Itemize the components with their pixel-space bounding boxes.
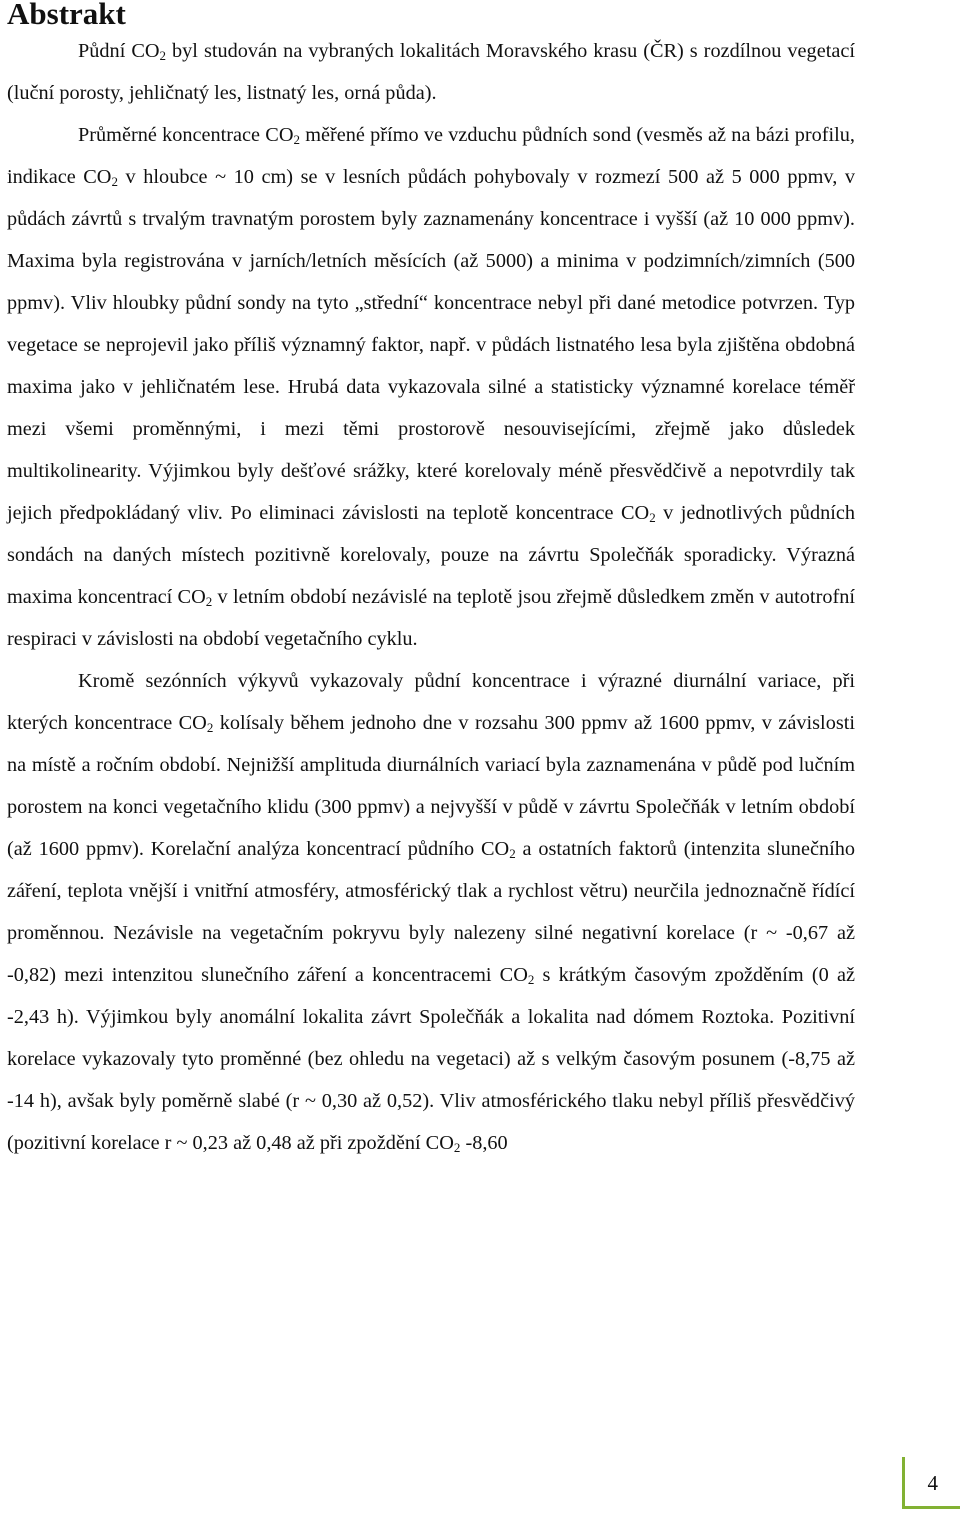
subscript: 2: [205, 594, 213, 609]
subscript: 2: [509, 846, 516, 861]
page-number: 4: [927, 1471, 938, 1495]
text-run: byl studován na vybraných lokalitách Moravského krasu (ČR) s rozdílnou vegetací (luční porosty, jehličnatý les, listnatý les, orná půda).: [7, 40, 855, 104]
subscript: 2: [453, 1140, 461, 1155]
paragraph-3: [7, 660, 855, 1164]
subscript: 2: [293, 132, 300, 147]
text-run: -8,60: [460, 1132, 508, 1154]
subscript: 2: [206, 720, 214, 735]
text-run: a ostatních faktorů (intenzita slunečního záření, teplota vnější i vnitřní atmosféry, atmosférický tlak a rychlost větru) neurčila jednoznačně řídící proměnnou. Nezávisle na vegetačním pokryvu byly nalezeny silné negativní korelace (r ~ -0,67 až -0,82) mezi intenzitou slunečního záření a koncentracemi CO: [7, 838, 856, 986]
text-run: Průměrné koncentrace CO: [78, 124, 294, 146]
text-run: měřené přímo ve vzduchu půdních sond (vesměs až na bázi profilu, indikace CO: [7, 124, 855, 188]
section-heading: Abstrakt: [7, 0, 126, 31]
text-run: kolísaly během jednoho dne v rozsahu 300 ppmv až 1600 ppmv, v závislosti na místě a ročním období. Nejnižší amplituda diurnálních variací byla zaznamenána v půdě pod lučním porostem na konci vegetačního klidu (300 ppmv) a nejvyšší v půdě v závrtu Společňák v letním období (až 1600 ppmv). Korelační analýza koncentrací půdního CO: [7, 712, 855, 860]
text-run: Půdní CO: [78, 40, 160, 62]
page-number-frame: [902, 1457, 960, 1509]
paragraph-1: [7, 30, 855, 114]
text-run: v jednotlivých půdních sondách na daných místech pozitivně korelovaly, pouze na závrtu Společňák sporadicky. Výrazná maxima koncentrací CO: [7, 502, 856, 608]
subscript: 2: [527, 972, 535, 987]
text-run: v letním období nezávislé na teplotě jsou zřejmě důsledkem změn v autotrofní respiraci v závislosti na období vegetačního cyklu.: [7, 586, 855, 650]
text-run: Kromě sezónních výkyvů vykazovaly půdní koncentrace i výrazné diurnální variace, při kterých koncentrace CO: [7, 670, 855, 734]
text-run: s krátkým časovým zpožděním (0 až -2,43 h). Výjimkou byly anomální lokalita závrt Společňák a lokalita nad dómem Roztoka. Pozitivní korelace vykazovaly tyto proměnné (bez ohledu na vegetaci) až s velkým časovým posunem (-8,75 až -14 h), avšak byly poměrně slabé (r ~ 0,30 až 0,52). Vliv atmosférického tlaku nebyl příliš přesvědčivý (pozitivní korelace r ~ 0,23 až 0,48 až při zpoždění CO: [7, 964, 855, 1154]
subscript: 2: [159, 48, 167, 63]
text-run: v hloubce ~ 10 cm) se v lesních půdách pohybovaly v rozmezí 500 až 5 000 ppmv, v půdách závrtů s trvalým travnatým porostem byly zaznamenány koncentrace i vyšší (až 10 000 ppmv). Maxima byla registrována v jarních/letních měsících (až 5000) a minima v podzimních/zimních (500 ppmv). Vliv hloubky půdní sondy na tyto „střední“ koncentrace nebyl při dané metodice potvrzen. Typ vegetace se neprojevil jako příliš významný faktor, např. v půdách listnatého lesa byla zjištěna obdobná maxima jako v jehličnatém lese. Hrubá data vykazovala silné a statisticky významné korelace téměř mezi všemi proměnnými, i mezi těmi prostorově nesouvisejícími, zřejmě jako důsledek multikolinearity. Výjimkou byly dešťové srážky, které korelovaly méně přesvědčivě a nepotvrdily tak jejich předpokládaný vliv. Po eliminaci závislosti na teplotě koncentrace CO: [7, 166, 855, 524]
paragraph-2: [7, 114, 855, 660]
subscript: 2: [111, 174, 118, 189]
document-page: [7, 0, 855, 1164]
subscript: 2: [649, 510, 656, 525]
